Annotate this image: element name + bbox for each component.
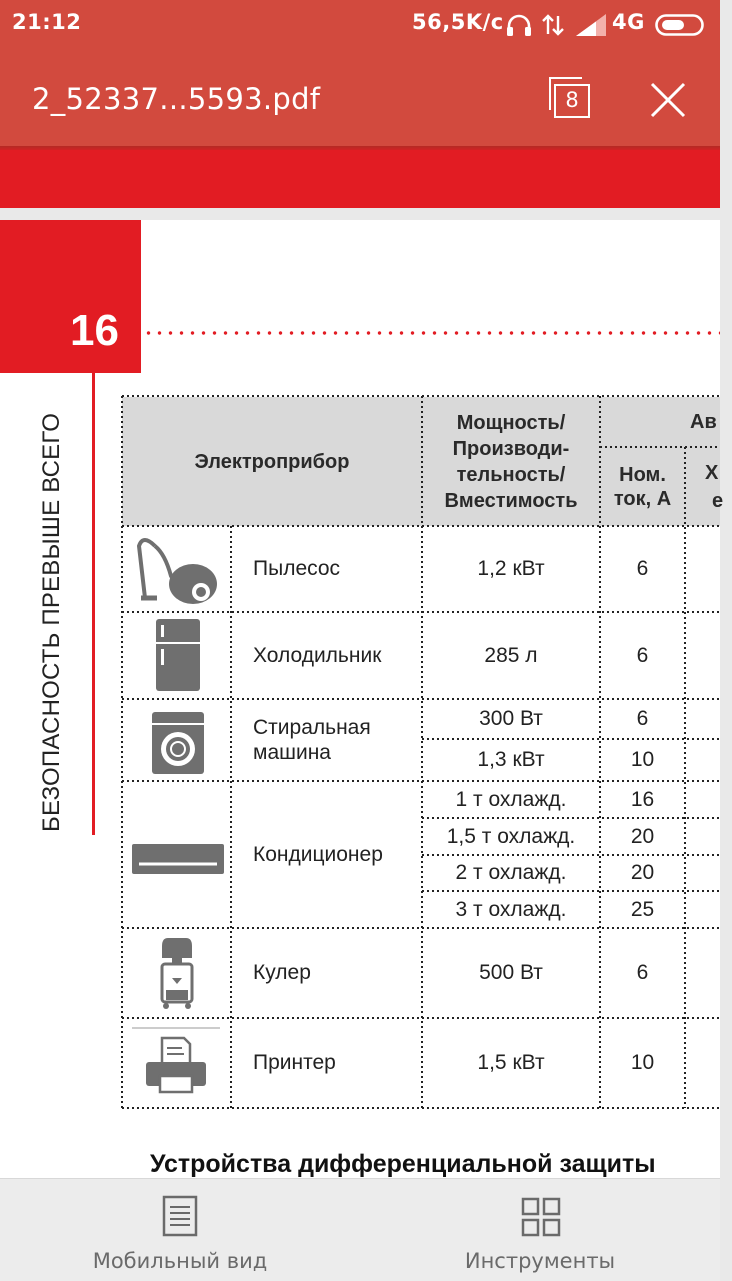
- row-power-ac-4: 3 т охлажд.: [455, 897, 567, 921]
- bottom-toolbar: [0, 1178, 720, 1281]
- row-current-fridge: 6: [636, 643, 649, 667]
- section-heading: Устройства дифференциальной защиты: [150, 1150, 656, 1178]
- tools-grid-icon: [521, 1197, 561, 1237]
- row-current-printer: 10: [630, 1051, 655, 1075]
- side-title: БЕЗОПАСНОСТЬ ПРЕВЫШЕ ВСЕГО: [38, 412, 65, 832]
- row-name-washer: Стиральная машина: [253, 715, 371, 764]
- network-type: 4G: [612, 10, 645, 34]
- row-current-ac-2: 20: [630, 824, 655, 848]
- row-current-ac-3: 20: [630, 861, 655, 885]
- refrigerator-icon: [154, 617, 202, 693]
- document-filename: 2_52337...5593.pdf: [32, 82, 321, 116]
- row-power-washer-2: 1,3 кВт: [477, 748, 545, 772]
- row-current-washer-2: 10: [630, 748, 655, 772]
- header-power: Мощность/ Производи- тельность/ Вместимость: [444, 411, 578, 512]
- mobile-view-icon: [162, 1195, 198, 1237]
- row-power-vacuum: 1,2 кВт: [477, 557, 545, 581]
- row-current-washer-1: 6: [636, 707, 649, 731]
- row-name-printer: Принтер: [253, 1051, 336, 1075]
- page-count: 8: [554, 84, 590, 118]
- row-power-cooler: 500 Вт: [479, 961, 543, 985]
- row-power-ac-2: 1,5 т охлажд.: [446, 824, 576, 848]
- row-current-cooler: 6: [636, 961, 649, 985]
- row-power-printer: 1,5 кВт: [477, 1051, 545, 1075]
- washing-machine-icon: [150, 710, 206, 776]
- row-name-cooler: Кулер: [253, 961, 311, 985]
- header-device: Электроприбор: [194, 450, 350, 473]
- tools-button[interactable]: [400, 1179, 680, 1281]
- page-number: 16: [70, 306, 119, 355]
- row-current-ac-4: 25: [630, 897, 655, 921]
- header-rated-current: Ном. ток, А: [613, 463, 672, 510]
- tools-label: Инструменты: [464, 1249, 616, 1273]
- status-time: 21:12: [12, 10, 82, 34]
- row-name-ac: Кондиционер: [253, 842, 383, 866]
- mobile-view-label: Мобильный вид: [92, 1249, 268, 1273]
- header-group-partial: Ав: [690, 411, 717, 433]
- row-name-vacuum: Пылесос: [253, 557, 341, 581]
- vacuum-cleaner-icon: [135, 532, 220, 608]
- air-conditioner-icon: [131, 842, 225, 876]
- row-current-ac-1: 16: [630, 787, 655, 811]
- header-partial: Х: [705, 462, 719, 484]
- row-current-vacuum: 6: [636, 557, 649, 581]
- water-cooler-icon: [156, 936, 198, 1010]
- header-partial-2: е: [712, 490, 724, 512]
- printer-icon: [132, 1026, 222, 1096]
- row-name-fridge: Холодильник: [253, 643, 382, 667]
- status-speed: 56,5K/c: [412, 10, 504, 34]
- row-power-fridge: 285 л: [484, 643, 538, 667]
- row-power-ac-1: 1 т охлажд.: [455, 787, 567, 811]
- row-power-washer-1: 300 Вт: [479, 707, 543, 731]
- row-power-ac-3: 2 т охлажд.: [455, 861, 567, 885]
- mobile-view-button[interactable]: [40, 1179, 320, 1281]
